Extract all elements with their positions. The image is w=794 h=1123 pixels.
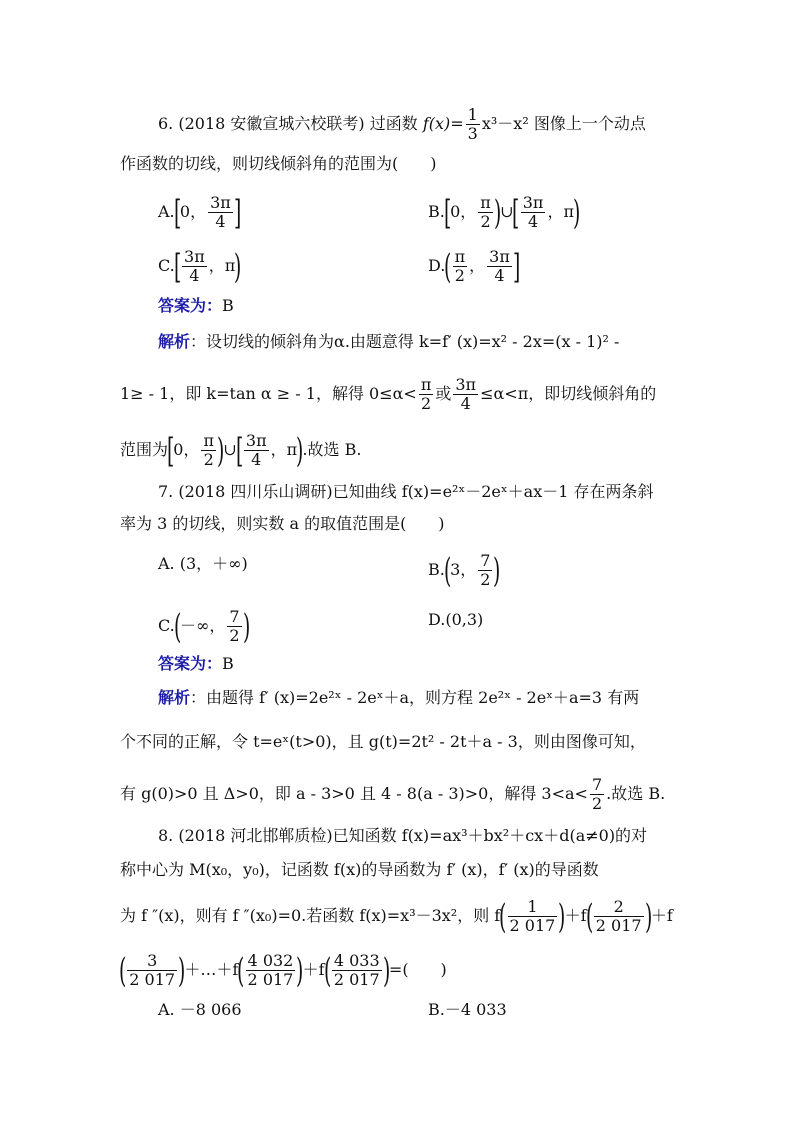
stem-text: 为 f ″(x)，则有 f ″(x₀)=0.若函数 f(x)=x³－3x²，则 f bbox=[120, 906, 501, 925]
q7-stem-line2: 率为 3 的切线，则实数 a 的取值范围是( ) bbox=[120, 514, 445, 533]
analysis-text: 或 bbox=[435, 384, 452, 403]
bracket: ( bbox=[499, 896, 507, 937]
bracket: ( bbox=[237, 950, 245, 991]
frac-num: 3π bbox=[489, 247, 510, 266]
q6-answer bbox=[158, 294, 234, 318]
frac-num: 1 bbox=[527, 897, 538, 916]
bracket: ) bbox=[493, 550, 501, 591]
analysis-label: 解析 bbox=[158, 688, 191, 707]
bracket: ] bbox=[512, 246, 521, 287]
bracket: ) bbox=[382, 950, 390, 991]
bracket: ) bbox=[234, 246, 242, 287]
frac-den: 2 bbox=[419, 394, 434, 413]
q8-option-b[interactable]: B.－4 033 bbox=[428, 1000, 507, 1019]
frac-num: 3 bbox=[147, 951, 158, 970]
frac-den: 4 bbox=[487, 266, 512, 285]
q8-stem-line4 bbox=[120, 952, 447, 989]
fraction bbox=[478, 552, 492, 589]
option-text: ，π bbox=[547, 202, 574, 221]
fraction bbox=[508, 898, 558, 935]
frac-den: 4 bbox=[208, 212, 233, 231]
stem-text: =( ) bbox=[388, 960, 447, 979]
frac-den: 4 bbox=[182, 266, 207, 285]
union-symbol: ∪ bbox=[500, 202, 514, 221]
q6-analysis-line1 bbox=[158, 330, 619, 354]
fraction bbox=[453, 376, 478, 413]
q7-option-c[interactable] bbox=[158, 608, 249, 645]
frac-num: 3π bbox=[455, 375, 477, 394]
fraction bbox=[453, 248, 468, 285]
frac-num: 7 bbox=[229, 607, 240, 626]
q7-analysis-line2: 个不同的正解，令 t=eˣ(t>0)，且 g(t)=2t² - 2t＋a - 3，则由图像可知， bbox=[120, 732, 646, 751]
frac-den: 2 bbox=[480, 570, 491, 589]
bracket: ) bbox=[216, 430, 225, 471]
bracket: ] bbox=[233, 192, 242, 233]
bracket: ) bbox=[493, 192, 502, 233]
option-label: B. bbox=[428, 202, 445, 221]
frac-den: 2 bbox=[453, 266, 468, 285]
frac-num: 3π bbox=[522, 193, 544, 212]
analysis-text: ≤α<π，即切线倾斜角的 bbox=[480, 384, 657, 403]
fraction bbox=[419, 376, 434, 413]
analysis-text: .故选 B. bbox=[302, 440, 362, 459]
bracket: ) bbox=[296, 950, 304, 991]
q6-coef-fraction bbox=[466, 106, 480, 143]
frac-num: 1 bbox=[467, 105, 478, 124]
option-label: C. bbox=[158, 616, 175, 635]
q7-stem-line1: 7. (2018 四川乐山调研)已知曲线 f(x)=e²ˣ－2eˣ＋ax－1 存在两条斜 bbox=[158, 482, 654, 501]
fraction bbox=[244, 432, 269, 469]
q6-option-a[interactable] bbox=[158, 194, 240, 231]
option-label: B. bbox=[428, 560, 445, 579]
analysis-text: ：设切线的倾斜角为α.由题意得 k=f′ (x)=x² - 2x=(x - 1)² - bbox=[190, 332, 620, 351]
frac-num: 7 bbox=[480, 551, 491, 570]
q7-answer bbox=[158, 652, 234, 676]
frac-den: 2 017 bbox=[333, 970, 380, 989]
frac-den: 2 bbox=[229, 626, 240, 645]
option-text: ， bbox=[469, 256, 486, 275]
answer-value: B bbox=[222, 296, 234, 315]
q7-analysis-line3 bbox=[120, 776, 665, 813]
q6-stem-line2: 作函数的切线，则切线倾斜角的范围为( ) bbox=[120, 154, 437, 173]
analysis-text: 1≥ - 1，即 k=tan α ≥ - 1，解得 0≤α< bbox=[120, 384, 417, 403]
frac-num: π bbox=[480, 193, 491, 212]
frac-num: 4 032 bbox=[247, 951, 294, 970]
frac-den: 2 017 bbox=[509, 916, 556, 935]
q7-option-a[interactable]: A. (3，＋∞) bbox=[158, 554, 248, 573]
fraction bbox=[521, 194, 546, 231]
bracket: [ bbox=[443, 192, 452, 233]
bracket: [ bbox=[173, 246, 182, 287]
frac-den: 3 bbox=[467, 124, 478, 143]
q7-analysis-line1 bbox=[158, 686, 639, 710]
option-text: 0， bbox=[450, 202, 477, 221]
bracket: [ bbox=[173, 192, 181, 233]
stem-text: ＋f bbox=[302, 960, 325, 979]
bracket: [ bbox=[167, 430, 175, 471]
answer-value: B bbox=[222, 654, 234, 673]
frac-num: π bbox=[454, 247, 466, 266]
analysis-text: 0， bbox=[173, 440, 200, 459]
analysis-text: .故选 B. bbox=[606, 784, 666, 803]
q6-intro: 6. (2018 安徽宣城六校联考) 过函数 bbox=[158, 114, 418, 133]
analysis-text: ：由题得 f′ (x)=2e²ˣ - 2eˣ＋a，则方程 2e²ˣ - 2eˣ＋a=3 有两 bbox=[190, 688, 640, 707]
bracket: ) bbox=[296, 430, 304, 471]
bracket: ( bbox=[444, 246, 452, 287]
q7-option-b[interactable] bbox=[428, 552, 500, 589]
fraction bbox=[478, 194, 493, 231]
union-symbol: ∪ bbox=[223, 440, 237, 459]
answer-label: 答案为： bbox=[158, 296, 223, 315]
frac-num: 4 033 bbox=[333, 951, 380, 970]
frac-num: π bbox=[203, 431, 214, 450]
frac-den: 4 bbox=[521, 212, 546, 231]
q7-option-d[interactable]: D.(0,3) bbox=[428, 610, 484, 629]
bracket: ) bbox=[572, 192, 581, 233]
frac-den: 4 bbox=[453, 394, 478, 413]
option-text: 0， bbox=[179, 202, 207, 221]
analysis-text: 有 g(0)>0 且 Δ>0，即 a - 3>0 且 4 - 8(a - 3)>0，解得 3<a< bbox=[120, 784, 588, 803]
q6-option-b[interactable] bbox=[428, 194, 579, 231]
q6-stem-line1 bbox=[158, 106, 646, 143]
bracket: ( bbox=[323, 950, 331, 991]
frac-num: 2 bbox=[613, 897, 624, 916]
fraction bbox=[594, 898, 644, 935]
stem-text: ＋f bbox=[564, 906, 587, 925]
q6-function: f(x)= bbox=[422, 114, 464, 133]
frac-den: 2 bbox=[201, 450, 216, 469]
bracket: [ bbox=[235, 430, 243, 471]
frac-num: 3π bbox=[184, 247, 205, 266]
bracket: ( bbox=[585, 896, 593, 937]
option-text: －∞， bbox=[180, 616, 226, 635]
q6-tail: x³－x² 图像上一个动点 bbox=[481, 114, 646, 133]
analysis-text: ，π bbox=[270, 440, 298, 459]
fraction bbox=[590, 776, 604, 813]
frac-num: 7 bbox=[591, 775, 603, 794]
frac-den: 2 bbox=[591, 794, 603, 813]
frac-den: 4 bbox=[244, 450, 269, 469]
bracket: ) bbox=[644, 896, 652, 937]
frac-den: 2 017 bbox=[595, 916, 642, 935]
bracket: ) bbox=[178, 950, 186, 991]
answer-label: 答案为： bbox=[158, 654, 223, 673]
frac-den: 2 bbox=[478, 212, 493, 231]
q6-analysis-line3 bbox=[120, 432, 361, 469]
q6-analysis-line2 bbox=[120, 376, 656, 413]
q8-stem-line2: 称中心为 M(x₀，y₀)，记函数 f(x)的导函数为 f′ (x)，f′ (x)的导函数 bbox=[120, 860, 599, 879]
frac-num: π bbox=[420, 375, 432, 394]
q8-option-a[interactable]: A. －8 066 bbox=[158, 1000, 242, 1019]
stem-text: ＋f bbox=[650, 906, 673, 925]
fraction bbox=[487, 248, 512, 285]
bracket: ) bbox=[242, 606, 250, 647]
option-label: A. bbox=[158, 202, 175, 221]
bracket: [ bbox=[512, 192, 520, 233]
fraction bbox=[332, 952, 382, 989]
analysis-text: 范围为 bbox=[120, 440, 169, 459]
q6-option-d[interactable] bbox=[428, 248, 519, 285]
frac-den: 2 017 bbox=[129, 970, 176, 989]
fraction bbox=[182, 248, 207, 285]
q8-stem-line3 bbox=[120, 898, 673, 935]
bracket: ) bbox=[558, 896, 566, 937]
fraction bbox=[227, 608, 241, 645]
stem-text: ＋…＋f bbox=[184, 960, 239, 979]
option-text: 3， bbox=[450, 560, 477, 579]
option-text: ，π bbox=[208, 256, 236, 275]
fraction bbox=[201, 432, 216, 469]
fraction bbox=[246, 952, 296, 989]
q8-stem-line1: 8. (2018 河北邯郸质检)已知函数 f(x)=ax³＋bx²＋cx＋d(a≠0)的对 bbox=[158, 826, 648, 845]
bracket: ( bbox=[118, 950, 127, 991]
q6-option-c[interactable] bbox=[158, 248, 241, 285]
fraction bbox=[208, 194, 233, 231]
frac-num: 3π bbox=[245, 431, 267, 450]
option-label: C. bbox=[158, 256, 175, 275]
option-label: D. bbox=[428, 256, 446, 275]
bracket: ( bbox=[443, 550, 452, 591]
frac-num: 3π bbox=[210, 193, 231, 212]
fraction bbox=[127, 952, 177, 989]
frac-den: 2 017 bbox=[247, 970, 294, 989]
bracket: ( bbox=[173, 606, 182, 647]
analysis-label: 解析 bbox=[158, 332, 191, 351]
